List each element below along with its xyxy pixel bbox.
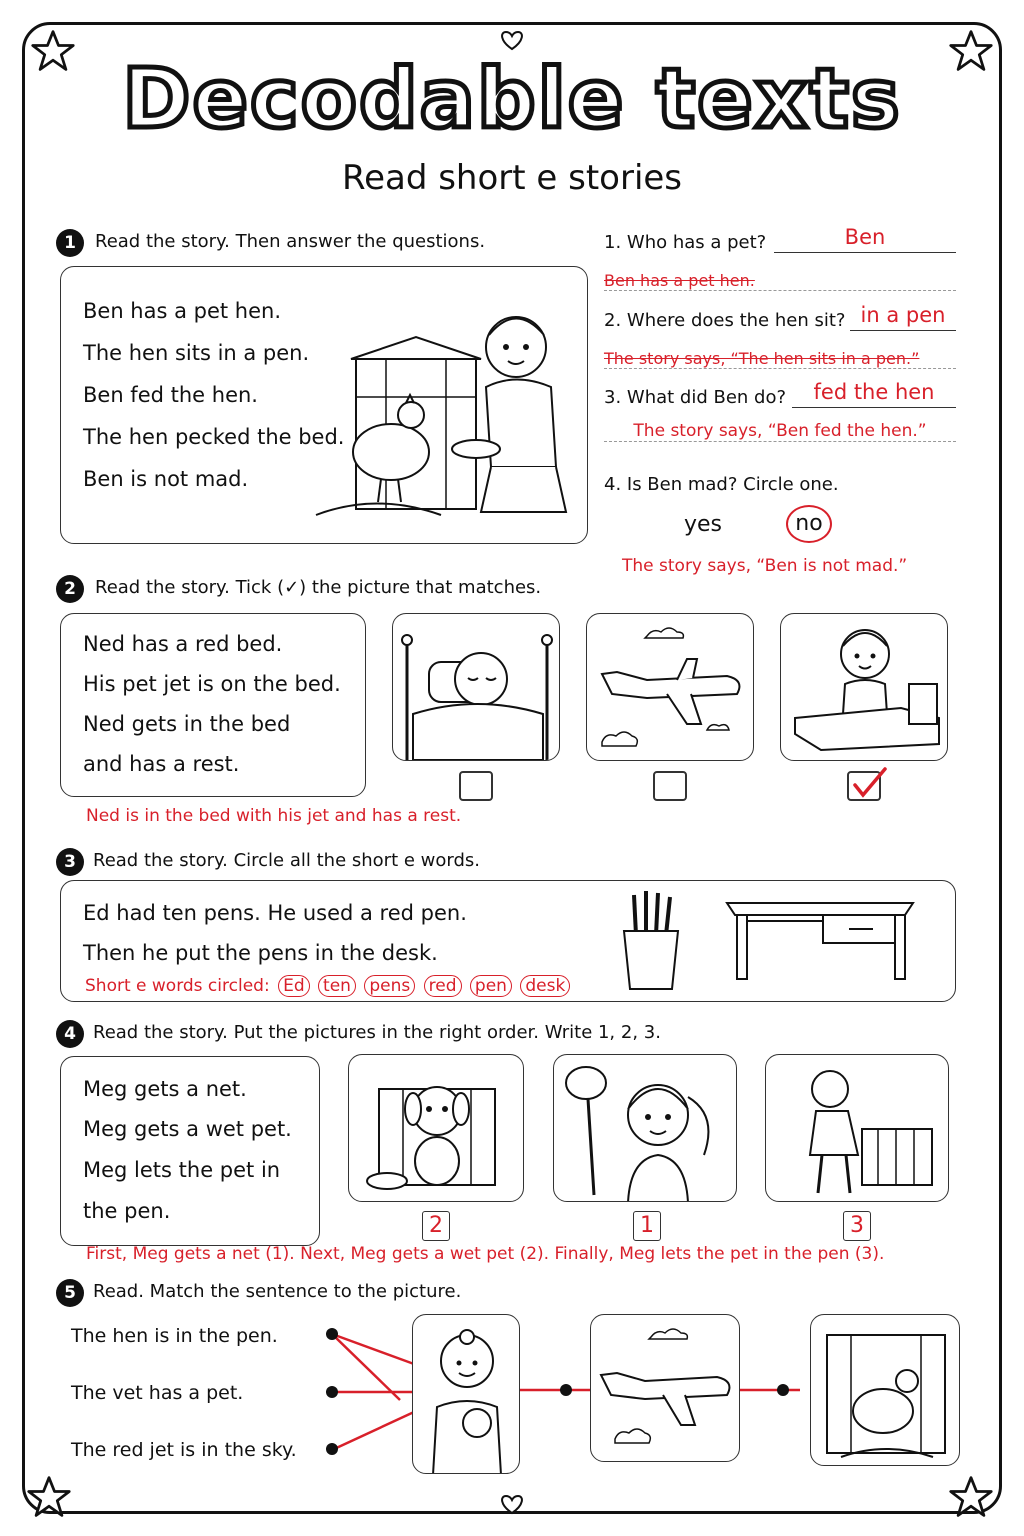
circled-word[interactable]: Ed: [278, 975, 310, 997]
page-title: Decodable texts: [122, 52, 902, 147]
story-line: Ned has a red bed.: [83, 632, 283, 656]
tick-box-1[interactable]: [459, 771, 493, 801]
circled-words-row: [85, 975, 570, 997]
story-box: [60, 1056, 320, 1246]
check-mark-icon: [849, 767, 889, 801]
story-line: Ben fed the hen.: [83, 383, 258, 407]
story-line: Ben is not mad.: [83, 467, 249, 491]
story-line: Meg lets the pet in: [83, 1158, 281, 1182]
question-3: 3. What did Ben do?: [604, 387, 787, 408]
explanation-4: The story says, “Ben is not mad.”: [622, 556, 908, 576]
story-line: Ben has a pet hen.: [83, 299, 282, 323]
section1-instruction: Read the story. Then answer the questions.: [95, 231, 486, 252]
section2-instruction: Read the story. Tick (✓) the picture that matches.: [95, 577, 542, 598]
story-line: His pet jet is on the bed.: [83, 672, 341, 696]
story-line: The hen sits in a pen.: [83, 341, 310, 365]
story-line: The hen pecked the bed.: [83, 425, 345, 449]
order-box-1[interactable]: 2: [422, 1211, 450, 1241]
heart-icon: [497, 1492, 527, 1516]
section2-explanation: Ned is in the bed with his jet and has a rest.: [86, 806, 462, 826]
story-line: the pen.: [83, 1199, 171, 1223]
order-box-3[interactable]: 3: [843, 1211, 871, 1241]
picture-girl-with-net: [553, 1054, 737, 1202]
match-sentence-3: The red jet is in the sky.: [71, 1439, 297, 1461]
circled-word[interactable]: desk: [520, 975, 570, 997]
desk-illustration: [723, 893, 918, 983]
option-yes[interactable]: yes: [684, 512, 723, 537]
picture-airplane: [586, 613, 754, 761]
boy-feeding-hen-illustration: [306, 287, 581, 532]
story-line: Then he put the pens in the desk.: [83, 941, 438, 965]
question-1: 1. Who has a pet?: [604, 232, 767, 253]
answer-3[interactable]: fed the hen: [792, 381, 956, 408]
order-box-2[interactable]: 1: [633, 1211, 661, 1241]
option-no-circled[interactable]: no: [786, 505, 832, 543]
explanation-1: Ben has a pet hen.: [604, 271, 956, 291]
section3-instruction: Read the story. Circle all the short e words.: [93, 850, 480, 871]
match-dot[interactable]: [326, 1443, 338, 1455]
story-line: and has a rest.: [83, 752, 240, 776]
circled-word[interactable]: pen: [470, 975, 512, 997]
section-number: 2: [56, 575, 84, 603]
heart-icon: [497, 28, 527, 52]
picture-jet-in-sky: [590, 1314, 740, 1462]
section4-explanation: First, Meg gets a net (1). Next, Meg gets a wet pet (2). Finally, Meg lets the pet in the pen (3).: [86, 1244, 885, 1264]
explanation-3: The story says, “Ben fed the hen.”: [604, 421, 956, 442]
story-box: [60, 266, 588, 544]
pen-cup-illustration: [616, 885, 686, 991]
picture-boy-on-bed: [780, 613, 948, 761]
circled-words-label: Short e words circled:: [85, 976, 270, 996]
match-sentence-1: The hen is in the pen.: [71, 1325, 278, 1347]
match-dot[interactable]: [777, 1384, 789, 1396]
story-line: Ned gets in the bed: [83, 712, 291, 736]
tick-box-2[interactable]: [653, 771, 687, 801]
section-number: 5: [56, 1279, 84, 1307]
tick-box-3-checked[interactable]: [847, 771, 881, 801]
story-line: Meg gets a wet pet.: [83, 1117, 292, 1141]
section4-instruction: Read the story. Put the pictures in the right order. Write 1, 2, 3.: [93, 1022, 661, 1043]
picture-boy-sleeping: [392, 613, 560, 761]
match-dot[interactable]: [560, 1384, 572, 1396]
circled-word[interactable]: ten: [318, 975, 356, 997]
section-number: 1: [56, 229, 84, 257]
picture-hen-in-pen: [810, 1314, 960, 1466]
section-number: 4: [56, 1020, 84, 1048]
picture-wet-puppy: [348, 1054, 524, 1202]
story-box: [60, 880, 956, 1002]
story-line: Meg gets a net.: [83, 1077, 247, 1101]
match-dot[interactable]: [326, 1386, 338, 1398]
answer-2[interactable]: in a pen: [850, 304, 956, 331]
picture-girl-putting-pet-in-pen: [765, 1054, 949, 1202]
circled-word[interactable]: pens: [364, 975, 415, 997]
story-box: [60, 613, 366, 797]
match-sentence-2: The vet has a pet.: [71, 1382, 244, 1404]
star-icon: [26, 1474, 72, 1520]
explanation-2: The story says, “The hen sits in a pen.”: [604, 349, 956, 369]
match-dot[interactable]: [326, 1328, 338, 1340]
story-line: Ed had ten pens. He used a red pen.: [83, 901, 467, 925]
question-2: 2. Where does the hen sit?: [604, 310, 846, 331]
star-icon: [948, 1474, 994, 1520]
answer-1[interactable]: Ben: [774, 226, 956, 253]
section5-instruction: Read. Match the sentence to the picture.: [93, 1281, 462, 1302]
circled-word[interactable]: red: [424, 975, 462, 997]
picture-vet-with-pet: [412, 1314, 520, 1474]
page-subtitle: Read short e stories: [341, 158, 683, 198]
question-4: 4. Is Ben mad? Circle one.: [604, 474, 839, 495]
section-number: 3: [56, 848, 84, 876]
